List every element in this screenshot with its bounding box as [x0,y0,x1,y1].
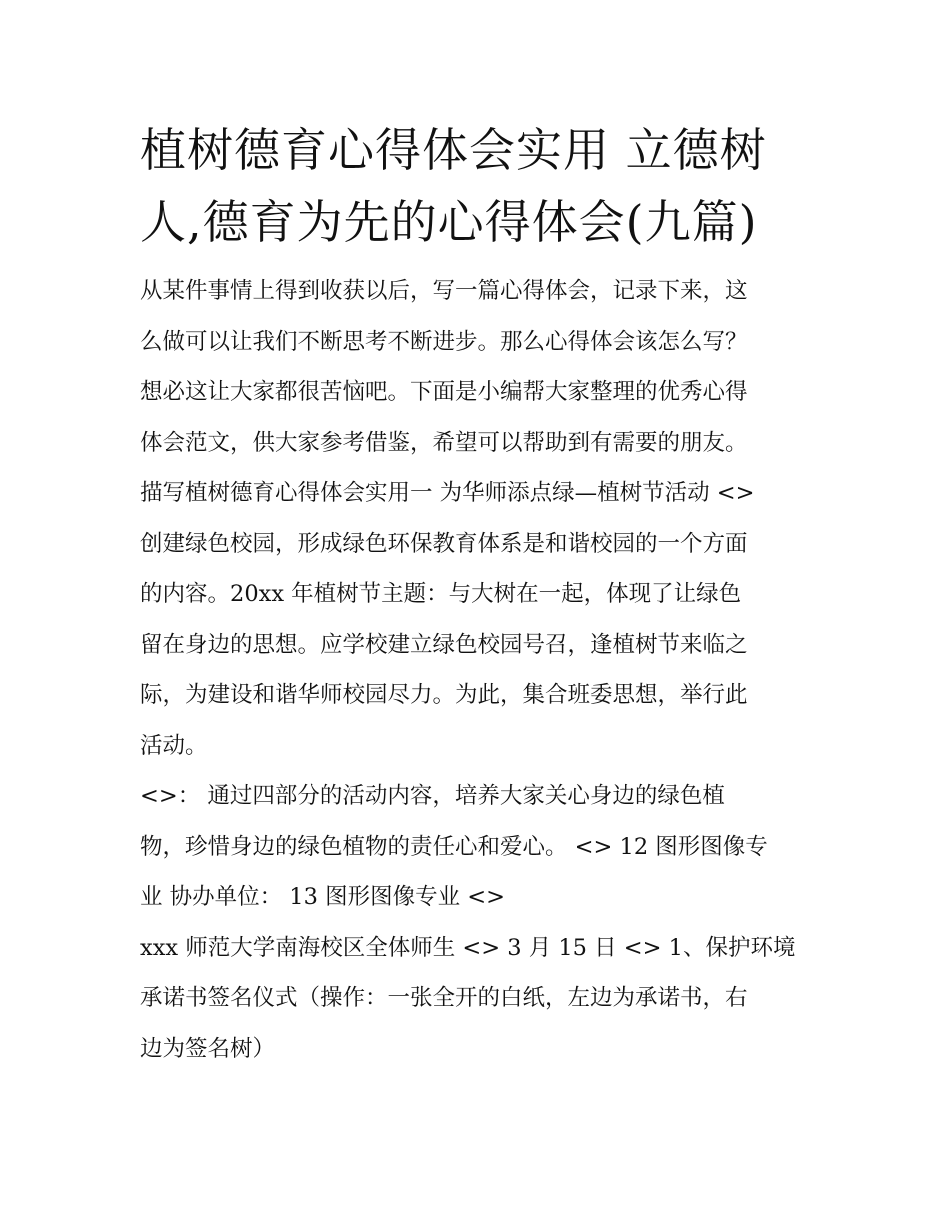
body-line: 业 协办单位： 13 图形图像专业 <> [140,884,505,910]
document-title [140,114,816,258]
body-line: <>： 通过四部分的活动内容，培养大家关心身边的绿色植 [140,783,725,809]
document-body [140,266,816,1074]
title-line: 人,德育为先的心得体会(九篇) [140,195,758,249]
body-line: 么做可以让我们不断思考不断进步。那么心得体会该怎么写？ [140,328,748,355]
body-line: xxx 师范大学南海校区全体师生 <> 3 月 15 日 <> 1、保护环境 [140,934,796,961]
body-line: 活动。 [140,732,208,759]
body-line: 体会范文，供大家参考借鉴，希望可以帮助到有需要的朋友。 [140,429,748,456]
body-line: 的内容。20xx 年植树节主题：与大树在一起，体现了让绿色 [140,581,742,607]
body-line: 创建绿色校园，形成绿色环保教育体系是和谐校园的一个方面 [140,530,748,557]
body-line: 想必这让大家都很苦恼吧。下面是小编帮大家整理的优秀心得 [140,379,748,405]
title-line: 植树德育心得体会实用 立德树 [140,123,767,177]
body-line: 物，珍惜身边的绿色植物的责任心和爱心。 <> 12 图形图像专 [140,833,768,860]
body-line: 留在身边的思想。应学校建立绿色校园号召，逢植树节来临之 [140,631,748,658]
body-line: 际，为建设和谐华师校园尽力。为此，集合班委思想，举行此 [140,682,748,708]
body-line: 从某件事情上得到收获以后，写一篇心得体会，记录下来，这 [140,278,748,304]
body-line: 描写植树德育心得体会实用一 为华师添点绿—植树节活动 <> [140,480,755,506]
document-page [140,114,816,1074]
body-line: 承诺书签名仪式（操作：一张全开的白纸，左边为承诺书，右 [140,985,748,1011]
body-line: 边为签名树） [140,1035,276,1062]
